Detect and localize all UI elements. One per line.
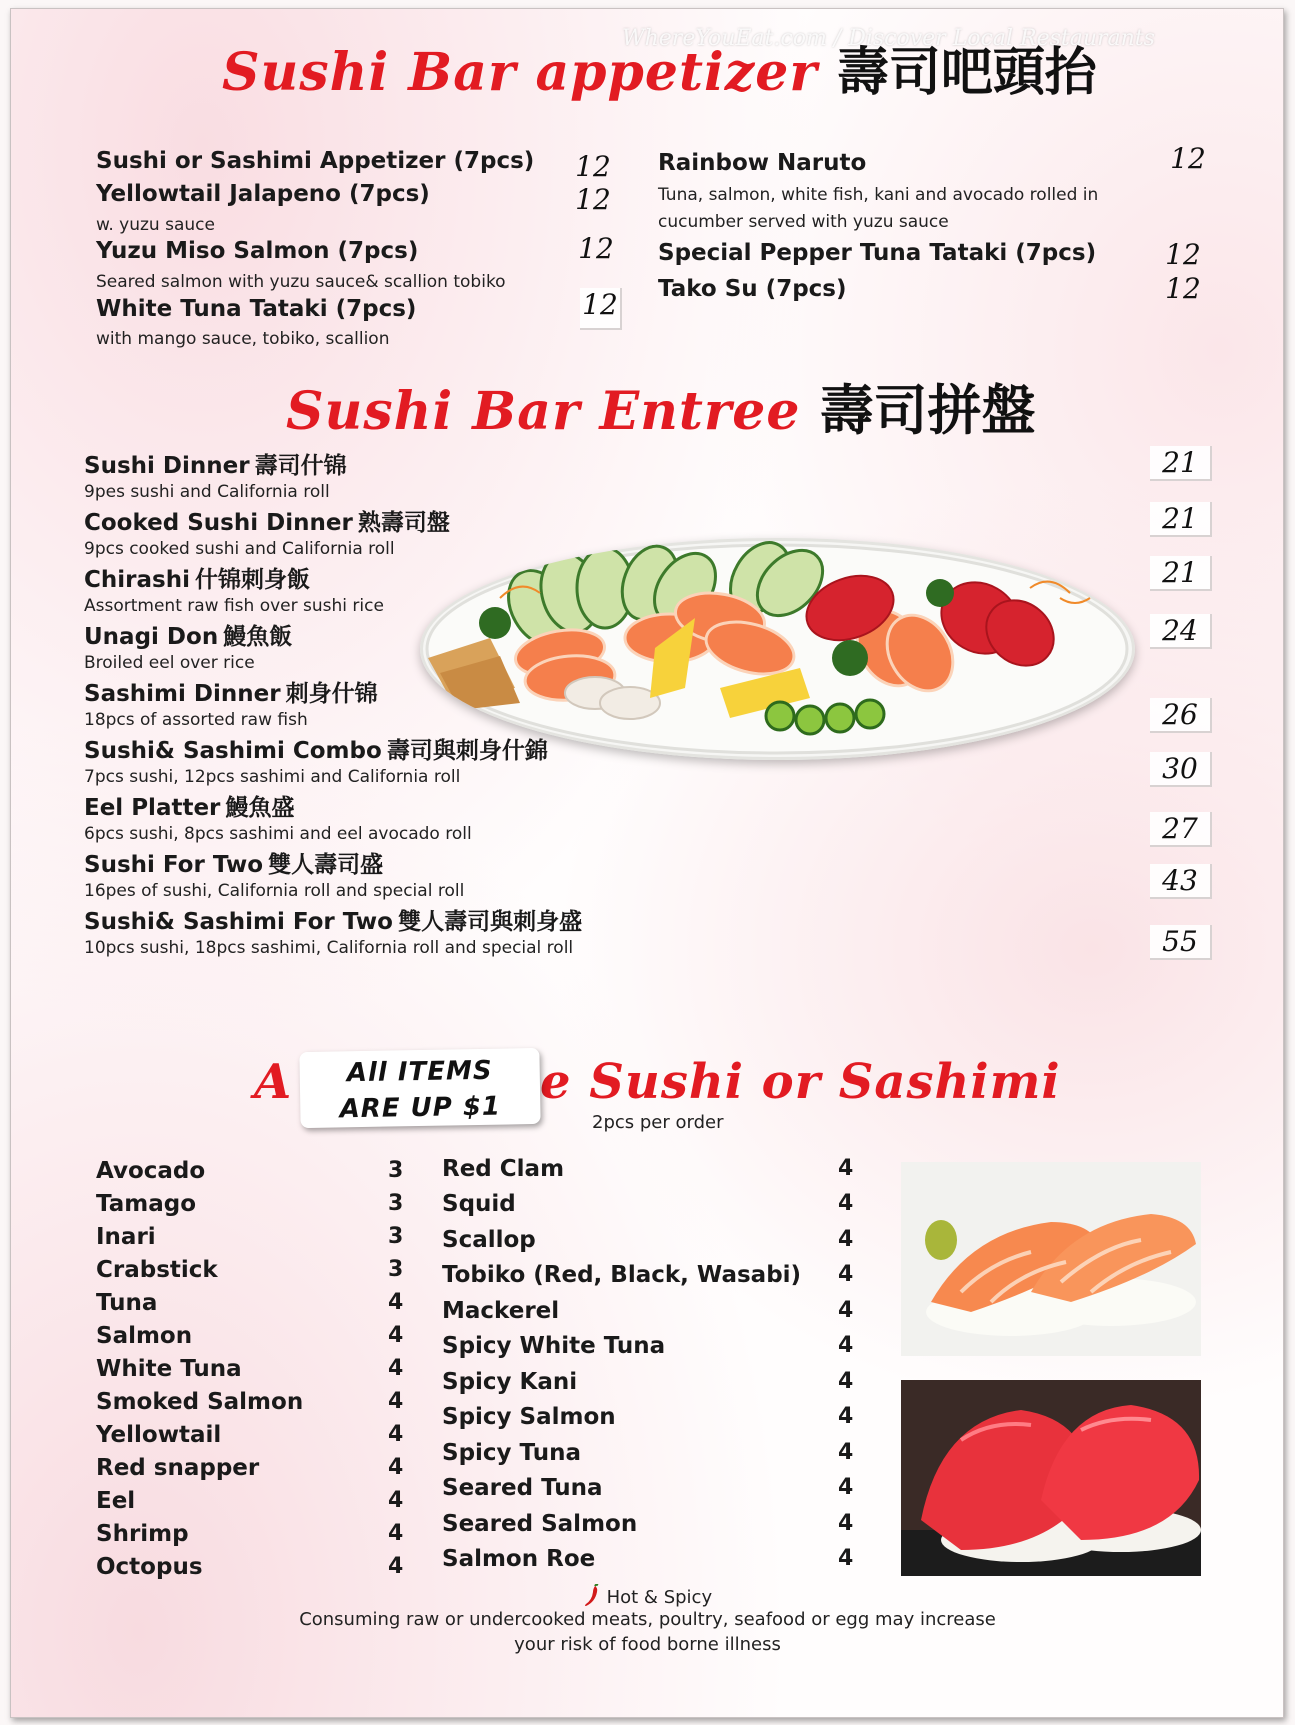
menu-item-desc: cucumber served with yuzu sauce xyxy=(658,212,949,232)
menu-item-name: Yellowtail Jalapeno (7pcs) xyxy=(96,181,430,207)
list-item-name: Shrimp xyxy=(96,1521,189,1547)
menu-item-desc: 6pcs sushi, 8pcs sashimi and eel avocado roll xyxy=(84,824,472,844)
menu-item-name-zh: 刺身什锦 xyxy=(285,681,378,707)
menu-item-desc: w. yuzu sauce xyxy=(96,215,215,235)
list-item-name: Yellowtail xyxy=(96,1422,222,1448)
spicy-legend xyxy=(0,1584,1295,1608)
list-item-name: Seared Salmon xyxy=(442,1511,638,1537)
entree-title xyxy=(286,368,1036,445)
list-item-price: 4 xyxy=(838,1440,854,1465)
list-item-price: 4 xyxy=(838,1191,854,1216)
menu-item-desc: 7pcs sushi, 12pcs sashimi and California roll xyxy=(84,767,461,787)
menu-item xyxy=(84,447,347,480)
list-item-price: 4 xyxy=(838,1546,854,1571)
chili-pepper-icon xyxy=(583,1584,601,1608)
menu-item-desc: 10pcs sushi, 18pcs sashimi, California roll and special roll xyxy=(84,938,574,958)
menu-item-price: 12 xyxy=(1165,272,1201,305)
menu-item xyxy=(84,675,378,708)
menu-item-price: 21 xyxy=(1150,502,1212,537)
list-item-name: Scallop xyxy=(442,1227,536,1253)
menu-item-price: 12 xyxy=(1165,238,1201,271)
list-item-price: 3 xyxy=(388,1158,404,1183)
menu-item-name-zh: 什锦刺身飯 xyxy=(195,567,311,593)
menu-item-price: 43 xyxy=(1150,864,1212,899)
list-item-price: 4 xyxy=(388,1356,404,1381)
menu-item-desc: 9pcs cooked sushi and California roll xyxy=(84,539,395,559)
list-item-price: 4 xyxy=(838,1298,854,1323)
menu-item-desc: Broiled eel over rice xyxy=(84,653,255,673)
sashimi-platter-graphic xyxy=(420,538,1135,760)
menu-item-name: Eel Platter xyxy=(84,795,221,821)
alacarte-subtitle: 2pcs per order xyxy=(592,1112,724,1133)
list-item-name: Seared Tuna xyxy=(442,1475,603,1501)
list-item-name: Spicy Salmon xyxy=(442,1404,616,1430)
list-item-name: White Tuna xyxy=(96,1356,242,1382)
list-item-price: 4 xyxy=(838,1333,854,1358)
appetizer-title xyxy=(222,30,1097,105)
menu-item xyxy=(84,846,383,879)
list-item-price: 4 xyxy=(838,1156,854,1181)
menu-item-name: Special Pepper Tuna Tataki (7pcs) xyxy=(658,240,1097,266)
watermark: WhereYouEat.com / Discover Local Restaurants xyxy=(622,26,1155,51)
list-item-price: 4 xyxy=(388,1521,404,1546)
list-item-name: Eel xyxy=(96,1488,136,1514)
menu-item-name-zh: 鰻魚盛 xyxy=(225,795,295,821)
menu-item xyxy=(84,561,310,594)
list-item-price: 4 xyxy=(388,1422,404,1447)
menu-item-desc: 18pcs of assorted raw fish xyxy=(84,710,308,730)
list-item-name: Salmon Roe xyxy=(442,1546,596,1572)
list-item-name: Avocado xyxy=(96,1158,206,1184)
entree-title-en: Sushi Bar Entree xyxy=(286,381,801,442)
list-item-price: 4 xyxy=(838,1404,854,1429)
alacarte-title xyxy=(254,1054,292,1110)
menu-item-desc: 9pes sushi and California roll xyxy=(84,482,330,502)
menu-item-desc: Assortment raw fish over sushi rice xyxy=(84,596,384,616)
menu-item-name: Sushi Dinner xyxy=(84,453,250,479)
menu-item-price: 12 xyxy=(580,288,622,330)
menu-item-name: Tako Su (7pcs) xyxy=(658,276,847,302)
list-item-name: Spicy Tuna xyxy=(442,1440,581,1466)
menu-item-name-zh: 鰻魚飯 xyxy=(223,624,293,650)
price-increase-sticker xyxy=(299,1048,540,1128)
menu-item-name: Sashimi Dinner xyxy=(84,681,281,707)
salmon-nigiri-photo xyxy=(901,1162,1201,1356)
list-item-name: Crabstick xyxy=(96,1257,218,1283)
appetizer-title-zh: 壽司吧頭抬 xyxy=(836,43,1097,103)
menu-item-name: Sushi& Sashimi Combo xyxy=(84,738,382,764)
menu-item-name: Rainbow Naruto xyxy=(658,150,867,176)
list-item-name: Inari xyxy=(96,1224,156,1250)
menu-item xyxy=(84,903,582,936)
alacarte-title-rest xyxy=(540,1054,1061,1110)
menu-item xyxy=(84,732,548,765)
list-item-name: Red Clam xyxy=(442,1156,565,1182)
list-item-price: 4 xyxy=(838,1227,854,1252)
menu-item-desc: with mango sauce, tobiko, scallion xyxy=(96,329,390,349)
menu-item-name: Sushi& Sashimi For Two xyxy=(84,909,393,935)
tuna-nigiri-photo xyxy=(901,1380,1201,1576)
list-item-name: Spicy White Tuna xyxy=(442,1333,666,1359)
list-item-price: 4 xyxy=(838,1475,854,1500)
menu-item-name: Unagi Don xyxy=(84,624,219,650)
menu-item-name: White Tuna Tataki (7pcs) xyxy=(96,296,417,322)
menu-item xyxy=(84,789,295,822)
list-item-price: 4 xyxy=(388,1290,404,1315)
menu-item-price: 24 xyxy=(1150,614,1212,649)
list-item-price: 4 xyxy=(838,1511,854,1536)
list-item-name: Squid xyxy=(442,1191,516,1217)
list-item-name: Mackerel xyxy=(442,1298,560,1324)
list-item-price: 3 xyxy=(388,1191,404,1216)
alacarte-title-end: e Sushi or Sashimi xyxy=(540,1054,1061,1110)
menu-item-desc: Seared salmon with yuzu sauce& scallion tobiko xyxy=(96,272,506,292)
menu-item-name: Sushi For Two xyxy=(84,852,264,878)
list-item-price: 4 xyxy=(838,1369,854,1394)
menu-item-name-zh: 雙人壽司盛 xyxy=(268,852,384,878)
menu-item-price: 21 xyxy=(1150,446,1212,481)
entree-title-zh: 壽司拼盤 xyxy=(819,379,1036,442)
list-item-price: 4 xyxy=(388,1455,404,1480)
list-item-name: Tamago xyxy=(96,1191,196,1217)
list-item-name: Tuna xyxy=(96,1290,158,1316)
list-item-name: Red snapper xyxy=(96,1455,260,1481)
list-item-name: Spicy Kani xyxy=(442,1369,578,1395)
list-item-price: 4 xyxy=(838,1262,854,1287)
menu-item-price: 12 xyxy=(578,232,614,265)
list-item-price: 4 xyxy=(388,1389,404,1414)
menu-item-price: 12 xyxy=(575,150,611,183)
list-item-name: Tobiko (Red, Black, Wasabi) xyxy=(442,1262,802,1288)
menu-item-name: Cooked Sushi Dinner xyxy=(84,510,353,536)
appetizer-title-en: Sushi Bar appetizer xyxy=(222,42,818,103)
menu-item-price: 21 xyxy=(1150,556,1212,591)
menu-item-price: 26 xyxy=(1150,698,1212,733)
tuna-nigiri-graphic xyxy=(901,1380,1201,1576)
health-warning-line1: Consuming raw or undercooked meats, poultry, seafood or egg may increase xyxy=(299,1609,996,1630)
menu-item xyxy=(84,618,292,651)
menu-item-name-zh: 雙人壽司與刺身盛 xyxy=(398,909,583,935)
menu-item-price: 12 xyxy=(575,183,611,216)
alacarte-title-start: A xyxy=(254,1054,293,1110)
menu-item-name-zh: 熟壽司盤 xyxy=(357,510,450,536)
menu-item-price: 30 xyxy=(1150,752,1212,787)
list-item-price: 3 xyxy=(388,1224,404,1249)
sticker-line: ARE UP $1 xyxy=(339,1091,502,1125)
menu-item-name: Sushi or Sashimi Appetizer (7pcs) xyxy=(96,148,535,174)
spicy-legend-label: Hot & Spicy xyxy=(606,1587,713,1608)
menu-item-price: 55 xyxy=(1150,925,1212,960)
list-item-name: Smoked Salmon xyxy=(96,1389,304,1415)
menu-item xyxy=(84,504,450,537)
list-item-name: Octopus xyxy=(96,1554,203,1580)
menu-item-name-zh: 壽司與刺身什錦 xyxy=(386,738,548,764)
list-item-name: Salmon xyxy=(96,1323,193,1349)
list-item-price: 4 xyxy=(388,1554,404,1579)
salmon-nigiri-graphic xyxy=(901,1162,1201,1356)
sashimi-platter-image xyxy=(420,538,1135,760)
health-warning-line2: your risk of food borne illness xyxy=(514,1634,781,1655)
list-item-price: 4 xyxy=(388,1323,404,1348)
sticker-line: All ITEMS xyxy=(346,1055,493,1089)
list-item-price: 3 xyxy=(388,1257,404,1282)
menu-item-desc: Tuna, salmon, white fish, kani and avocado rolled in xyxy=(658,185,1099,205)
menu-item-price: 27 xyxy=(1150,812,1212,847)
list-item-price: 4 xyxy=(388,1488,404,1513)
menu-item-price: 12 xyxy=(1170,142,1206,175)
menu-item-name: Yuzu Miso Salmon (7pcs) xyxy=(96,238,419,264)
menu-item-desc: 16pes of sushi, California roll and special roll xyxy=(84,881,465,901)
menu-item-name: Chirashi xyxy=(84,567,190,593)
menu-item-name-zh: 壽司什锦 xyxy=(254,453,347,479)
